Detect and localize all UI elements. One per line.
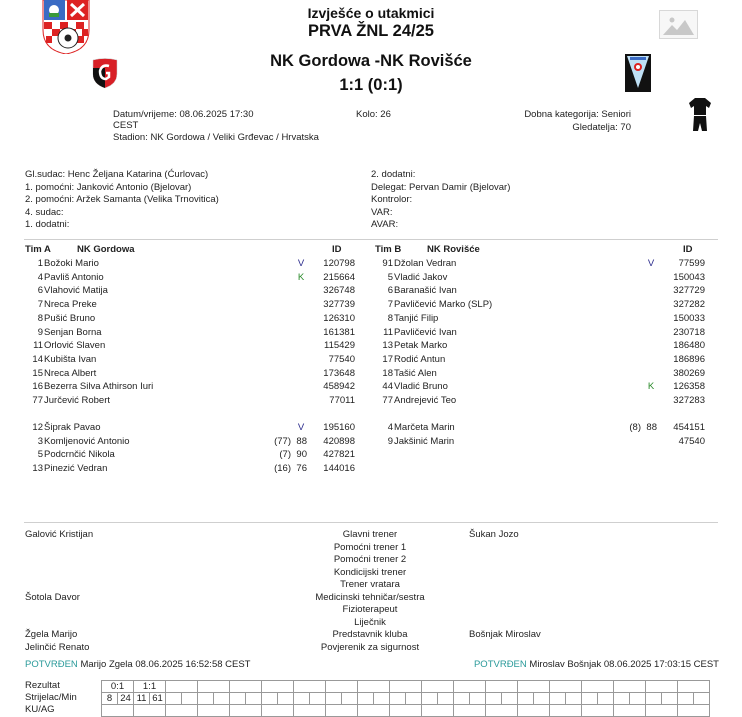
player-name: Pavličević Ivan (394, 326, 457, 338)
substitution-minute: 88 (296, 435, 307, 447)
player-number: 12 (32, 422, 43, 433)
player-number: 17 (382, 353, 393, 365)
player-row (375, 257, 705, 271)
player-id: 77599 (678, 258, 705, 269)
player-name: Nreca Preke (44, 299, 97, 311)
player-row (25, 326, 355, 340)
away-confirmation-status: POTVRĐEN (473, 659, 527, 670)
player-number: 8 (37, 312, 43, 324)
result-cell (198, 681, 230, 693)
result-cell (454, 681, 486, 693)
team-a-label: Tim A (25, 244, 51, 255)
player-row (375, 353, 705, 367)
player-number: 15 (32, 367, 43, 379)
team-b-header (375, 243, 480, 257)
player-id: 77011 (329, 395, 355, 406)
scorer-cell: 11 (134, 693, 150, 705)
player-row (25, 257, 355, 271)
player-name: Andrejević Teo (394, 395, 457, 406)
player-row (375, 326, 705, 340)
away-staff-name: Bošnjak Miroslav (469, 629, 541, 640)
player-row (25, 367, 355, 381)
scorer-cell (614, 693, 630, 705)
staff-role-label: Fizioterapeut (342, 604, 398, 615)
player-number: 11 (383, 326, 393, 338)
player-number: 3 (37, 435, 43, 447)
minute-cell (630, 693, 646, 705)
minute-cell (214, 693, 230, 705)
player-number: 7 (37, 299, 43, 311)
scorer-cell (486, 693, 502, 705)
player-name: Komljenović Antonio (44, 435, 130, 447)
minute-cell (598, 693, 614, 705)
home-staff-name: Jelinčić Renato (25, 642, 90, 653)
result-cell (166, 681, 198, 693)
scorer-cell (678, 693, 694, 705)
minute-cell (662, 693, 678, 705)
result-cell (262, 681, 294, 693)
player-row (25, 394, 355, 408)
player-number: 77 (32, 395, 43, 406)
minute-cell (534, 693, 550, 705)
player-row (25, 284, 355, 298)
player-row (375, 380, 705, 394)
player-row (375, 298, 705, 312)
scorer-cell (390, 693, 406, 705)
minute-cell (246, 693, 262, 705)
player-row (375, 284, 705, 298)
scorer-cell (230, 693, 246, 705)
scorer-cell: 8 (102, 693, 118, 705)
player-id: 427821 (323, 449, 355, 461)
scorer-cell (326, 693, 342, 705)
player-number: 18 (382, 367, 393, 379)
player-name: Podcrnčić Nikola (44, 449, 115, 461)
player-id: 195160 (323, 422, 355, 433)
scorer-cell (454, 693, 470, 705)
official-assistant-2: 2. pomoćni: Aržek Samanta (Velika Trnovitica) (25, 194, 219, 205)
player-row (375, 271, 705, 285)
result-cell (550, 681, 582, 693)
player-name: Tašić Alen (394, 367, 437, 379)
official-main-referee: Gl.sudac: Henc Željana Katarina (Ćurlovac) (25, 169, 209, 180)
result-cell (646, 681, 678, 693)
player-row (25, 339, 355, 353)
goalkeeper-badge: V (647, 258, 655, 269)
report-title: Izvješće o utakmici (307, 5, 435, 21)
player-name: Nreca Albert (44, 367, 97, 379)
player-number: 1 (37, 258, 43, 269)
minute-cell (438, 693, 454, 705)
minute-cell (342, 693, 358, 705)
staff-role-label: Kondicijski trener (333, 567, 407, 578)
label-scorer-minute: Strijelac/Min (25, 692, 77, 703)
scorer-cell (262, 693, 278, 705)
scorer-cell (646, 693, 662, 705)
home-confirmation (25, 659, 251, 672)
player-id: 173648 (323, 367, 355, 379)
minute-cell (470, 693, 486, 705)
minute-cell (694, 693, 710, 705)
spectators: Gledatelja: 70 (572, 122, 631, 133)
substitute-row (25, 462, 355, 476)
team-a-id-header: ID (332, 244, 342, 255)
player-id: 380269 (673, 367, 705, 379)
substitution-minute: 90 (296, 449, 307, 461)
team-a-header (25, 243, 135, 257)
player-id: 215664 (323, 271, 355, 283)
player-row (375, 394, 705, 408)
staff-role-label: Pomoćni trener 2 (333, 554, 407, 565)
player-id: 327739 (323, 299, 355, 311)
player-id: 327729 (673, 285, 705, 297)
match-teams (0, 52, 742, 71)
minute-cell (182, 693, 198, 705)
player-id: 115429 (324, 340, 355, 352)
scorer-cell (422, 693, 438, 705)
official-fourth-referee: 4. sudac: (25, 206, 64, 218)
minute-cell (310, 693, 326, 705)
player-id: 47540 (678, 435, 705, 447)
player-name: Šiprak Pavao (44, 422, 101, 433)
label-result: Rezultat (25, 680, 60, 691)
substitute-row (375, 421, 705, 435)
result-cell (582, 681, 614, 693)
player-id: 230718 (673, 326, 705, 338)
player-number: 6 (387, 285, 393, 297)
player-number: 14 (32, 353, 43, 365)
player-id: 77540 (328, 353, 355, 365)
competition-name: PRVA ŽNL 24/25 (308, 22, 434, 40)
player-number: 16 (32, 381, 43, 393)
player-name: Vladić Bruno (394, 381, 448, 393)
goalkeeper-badge: V (297, 422, 305, 433)
substitute-row (25, 421, 355, 435)
minute-cell (502, 693, 518, 705)
player-row (25, 312, 355, 326)
player-row (25, 271, 355, 285)
player-number: 6 (37, 285, 43, 297)
match-stadium: Stadion: NK Gordowa / Veliki Grđevac / Hrvatska (113, 132, 319, 143)
player-name: Vladić Jakov (394, 271, 448, 283)
result-cell (678, 681, 710, 693)
player-name: Pušić Bruno (44, 312, 96, 324)
player-number: 4 (387, 422, 393, 433)
player-number: 11 (33, 340, 43, 352)
official-var: VAR: (371, 206, 393, 218)
player-name: Džolan Vedran (394, 258, 457, 269)
player-number: 5 (387, 271, 393, 283)
player-number: 44 (382, 381, 393, 393)
player-name: Jurčević Robert (44, 395, 110, 406)
captain-badge: K (647, 381, 655, 393)
result-cell (390, 681, 422, 693)
player-name: Vlahović Matija (44, 285, 108, 297)
player-number: 4 (37, 271, 43, 283)
substituted-player: (7) (279, 449, 291, 461)
player-number: 13 (382, 340, 393, 352)
substitution-minute: 76 (296, 463, 307, 475)
away-team-name: NK Rovišće (380, 52, 472, 70)
player-name: Marčeta Marin (394, 422, 455, 433)
scorer-cell (550, 693, 566, 705)
minute-cell (374, 693, 390, 705)
player-name: Tanjić Filip (394, 312, 439, 324)
scorer-cell (294, 693, 310, 705)
officials-right (371, 169, 510, 232)
player-number: 13 (32, 463, 43, 475)
match-datetime: Datum/vrijeme: 08.06.2025 17:30 (113, 109, 254, 120)
player-id: 454151 (673, 422, 705, 433)
staff-role-label: Povjerenik za sigurnost (320, 642, 420, 653)
scorer-cell (358, 693, 374, 705)
substitution-minute: 88 (646, 422, 657, 433)
player-number: 7 (387, 299, 393, 311)
team-a-name: NK Gordowa (77, 244, 135, 255)
home-confirmation-text: Marijo Zgela 08.06.2025 16:52:58 CEST (80, 659, 251, 670)
player-row (375, 339, 705, 353)
substitute-row (25, 435, 355, 449)
goalkeeper-badge: V (297, 258, 305, 269)
player-row (25, 353, 355, 367)
substituted-player: (16) (274, 463, 291, 475)
officials-left (25, 169, 219, 232)
result-cell (358, 681, 390, 693)
result-cell (422, 681, 454, 693)
result-cell (486, 681, 518, 693)
player-name: Božoki Mario (44, 258, 99, 269)
player-number: 8 (387, 312, 393, 324)
label-ku-ag: KU/AG (25, 704, 55, 715)
staff-role-label: Predstavnik kluba (332, 629, 408, 640)
player-id: 326748 (323, 285, 355, 297)
result-cell (326, 681, 358, 693)
substituted-player: (8) (629, 422, 641, 433)
player-name: Bezerra Silva Athirson Iuri (44, 381, 154, 393)
home-staff-name: Žgela Marijo (25, 629, 78, 640)
player-id: 126310 (323, 312, 355, 324)
divider (24, 522, 718, 523)
match-timezone: CEST (113, 120, 139, 131)
result-cell (230, 681, 262, 693)
player-row (25, 380, 355, 394)
player-number: 5 (37, 449, 43, 461)
player-id: 458942 (323, 381, 355, 393)
match-round: Kolo: 26 (356, 109, 391, 120)
minute-cell (406, 693, 422, 705)
team-b-label: Tim B (375, 244, 402, 255)
home-staff-name: Šotola Davor (25, 592, 80, 603)
player-id: 161381 (323, 326, 355, 338)
player-id: 420898 (323, 435, 355, 447)
player-name: Pavličević Marko (SLP) (394, 299, 493, 311)
scoring-grid (101, 680, 710, 717)
player-id: 150033 (673, 312, 705, 324)
player-id: 150043 (673, 271, 705, 283)
away-confirmation (474, 659, 719, 672)
staff-role-label: Pomoćni trener 1 (333, 542, 407, 553)
player-number: 91 (382, 258, 393, 269)
official-assistant-1: 1. pomoćni: Janković Antonio (Bjelovar) (25, 181, 192, 193)
player-row (25, 298, 355, 312)
player-id: 144016 (323, 463, 355, 475)
home-confirmation-status: POTVRĐEN (25, 659, 78, 670)
player-name: Jakšinić Marin (394, 435, 455, 447)
player-name: Rodić Antun (394, 353, 446, 365)
home-team-name: NK Gordowa (270, 52, 371, 70)
player-name: Petak Marko (394, 340, 448, 352)
away-confirmation-text: Miroslav Bošnjak 08.06.2025 17:03:15 CEST (529, 659, 719, 670)
player-name: Pavliš Antonio (44, 271, 104, 283)
player-row (375, 367, 705, 381)
player-number: 9 (37, 326, 43, 338)
scorer-cell (198, 693, 214, 705)
player-name: Senjan Borna (44, 326, 102, 338)
player-id: 186480 (673, 340, 705, 352)
result-cell (518, 681, 550, 693)
away-staff-name: Šukan Jozo (469, 529, 519, 540)
captain-badge: K (297, 271, 305, 283)
scorer-cell (518, 693, 534, 705)
team-b-id-header: ID (683, 244, 693, 255)
scorer-cell (166, 693, 182, 705)
team-b-name: NK Rovišće (427, 244, 480, 255)
official-additional-2: 2. dodatni: (371, 169, 416, 180)
official-avar: AVAR: (371, 219, 399, 230)
result-cell (614, 681, 646, 693)
divider (24, 239, 718, 240)
player-number: 9 (387, 435, 393, 447)
player-name: Baranašić Ivan (394, 285, 457, 297)
result-cell: 1:1 (134, 681, 166, 693)
substituted-player: (77) (274, 435, 291, 447)
player-id: 327283 (673, 395, 705, 406)
substitute-row (375, 435, 705, 449)
official-delegate: Delegat: Pervan Damir (Bjelovar) (371, 181, 511, 193)
player-number: 77 (382, 395, 393, 406)
staff-role-label: Trener vratara (340, 579, 400, 590)
minute-cell (278, 693, 294, 705)
staff-role-label: Medicinski tehničar/sestra (315, 592, 425, 603)
staff-role-label: Liječnik (354, 617, 386, 628)
player-id: 327282 (673, 299, 705, 311)
scorer-cell (582, 693, 598, 705)
team-separator: - (374, 52, 381, 70)
player-row (375, 312, 705, 326)
player-id: 126358 (673, 381, 705, 393)
age-category: Dobna kategorija: Seniori (524, 109, 631, 120)
player-name: Kubišta Ivan (44, 353, 97, 365)
player-id: 120798 (323, 258, 355, 269)
minute-cell (566, 693, 582, 705)
official-controller: Kontrolor: (371, 194, 413, 205)
staff-role-label: Glavni trener (342, 529, 398, 540)
minute-cell: 61 (150, 693, 166, 705)
substitute-row (25, 448, 355, 462)
result-cell (294, 681, 326, 693)
match-result: 1:1 (0:1) (339, 76, 403, 94)
official-additional-1: 1. dodatni: (25, 219, 70, 230)
player-name: Orlović Slaven (44, 340, 106, 352)
result-cell: 0:1 (102, 681, 134, 693)
player-id: 186896 (673, 353, 705, 365)
home-staff-name: Galović Kristijan (25, 529, 94, 540)
black-kit-icon (688, 97, 712, 133)
minute-cell: 24 (118, 693, 134, 705)
player-name: Pinezić Vedran (44, 463, 108, 475)
